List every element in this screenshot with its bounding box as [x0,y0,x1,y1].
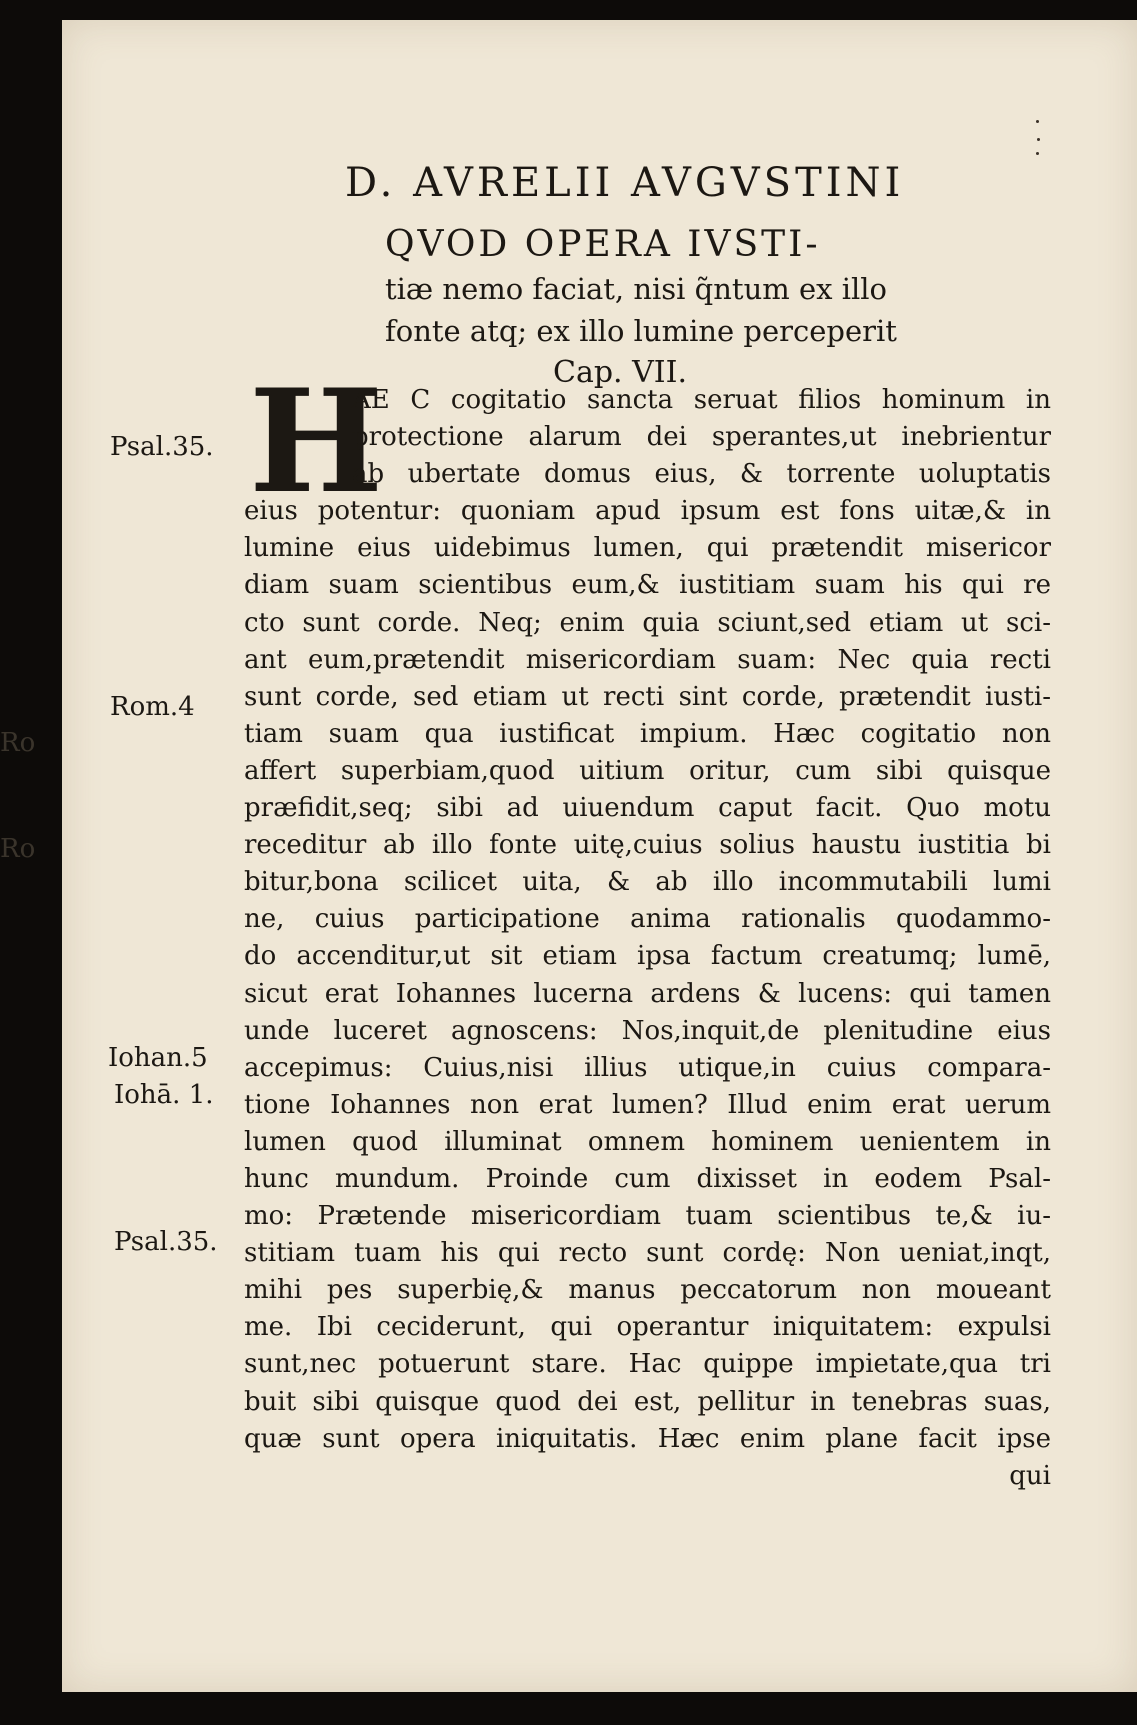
facing-page-fragment: Ro [0,834,36,864]
margin-note: Psal.35. [114,1227,218,1257]
text-line: eius potentur: quoniam apud ipsum est fons uitæ,& in [244,496,1051,527]
title-line: tiæ nemo faciat, nisi q̃ntum ex illo [385,272,887,306]
text-line: protectione alarum dei sperantes,ut inebrientur [352,422,1051,453]
text-line: affert superbiam,quod uitium oritur, cum sibi quisque [244,755,1051,786]
text-line: mo: Prætende misericordiam tuam scientibus te,& iu- [244,1201,1051,1232]
text-line: lumine eius uidebimus lumen, qui prætendit misericor [244,533,1051,564]
text-line: tiam suam qua iustificat impium. Hæc cogitatio non [244,718,1051,749]
text-line: receditur ab illo fonte uitę,cuius solius haustu iustitia bi [244,830,1051,861]
text-line: ant eum,prætendit misericordiam suam: Nec quia recti [244,644,1051,675]
text-line: me. Ibi ceciderunt, qui operantur iniquitatem: expulsi [244,1312,1051,1343]
text-line: hunc mundum. Proinde cum dixisset in eodem Psal- [244,1163,1051,1194]
text-line: tione Iohannes non erat lumen? Illud enim erat uerum [244,1089,1051,1120]
text-line: præfidit,seq; sibi ad uiuendum caput facit. Quo motu [244,793,1051,824]
text-line: ne, cuius participatione anima rationalis quodammo- [244,904,1051,935]
margin-note: Iohā. 1. [114,1080,214,1110]
text-line: diam suam scientibus eum,& iustitiam suam his qui re [244,570,1051,601]
facing-page-edge [0,728,36,942]
drop-cap: H [249,359,384,525]
text-line: cto sunt corde. Neq; enim quia sciunt,sed etiam ut sci- [244,607,1051,638]
text-line: stitiam tuam his qui recto sunt cordę: Non ueniat,inqt, [244,1238,1051,1269]
text-line: bitur,bona scilicet uita, & ab illo incommutabili lumi [244,867,1051,898]
running-header: D. AVRELII AVGVSTINI [345,160,905,206]
text-line: AE C cogitatio sancta seruat filios hominum in [352,385,1051,415]
text-line: ab ubertate domus eius, & torrente uoluptatis [352,459,1051,490]
facing-page-fragment: Ro [0,728,36,758]
chapter-number: Cap. VII. [553,355,688,390]
text-line: unde luceret agnoscens: Nos,inquit,de plenitudine eius [244,1015,1051,1046]
text-line: quæ sunt opera iniquitatis. Hæc enim plane facit ipse [244,1423,1051,1454]
catchword: qui [1009,1460,1051,1491]
text-line: mihi pes superbię,& manus peccatorum non moueant [244,1275,1051,1306]
title-line: fonte atq; ex illo lumine perceperit [385,314,897,348]
text-line: accepimus: Cuius,nisi illius utique,in cuius compara- [244,1052,1051,1083]
text-line: sunt,nec potuerunt stare. Hac quippe impietate,qua tri [244,1349,1051,1380]
text-line: do accenditur,ut sit etiam ipsa factum creatumq; lumē, [244,941,1051,972]
title-line: QVOD OPERA IVSTI- [385,224,821,265]
paper-specks [1036,120,1040,160]
text-line: sunt corde, sed etiam ut recti sint corde, prætendit iusti- [244,681,1051,712]
text-line: sicut erat Iohannes lucerna ardens & lucens: qui tamen [244,978,1051,1009]
margin-note: Iohan.5 [108,1043,208,1073]
margin-note: Rom.4 [110,692,195,722]
text-line: buit sibi quisque quod dei est, pellitur in tenebras suas, [244,1386,1051,1417]
text-line: lumen quod illuminat omnem hominem uenientem in [244,1126,1051,1157]
margin-note: Psal.35. [110,432,214,462]
chapter-title [385,222,945,394]
